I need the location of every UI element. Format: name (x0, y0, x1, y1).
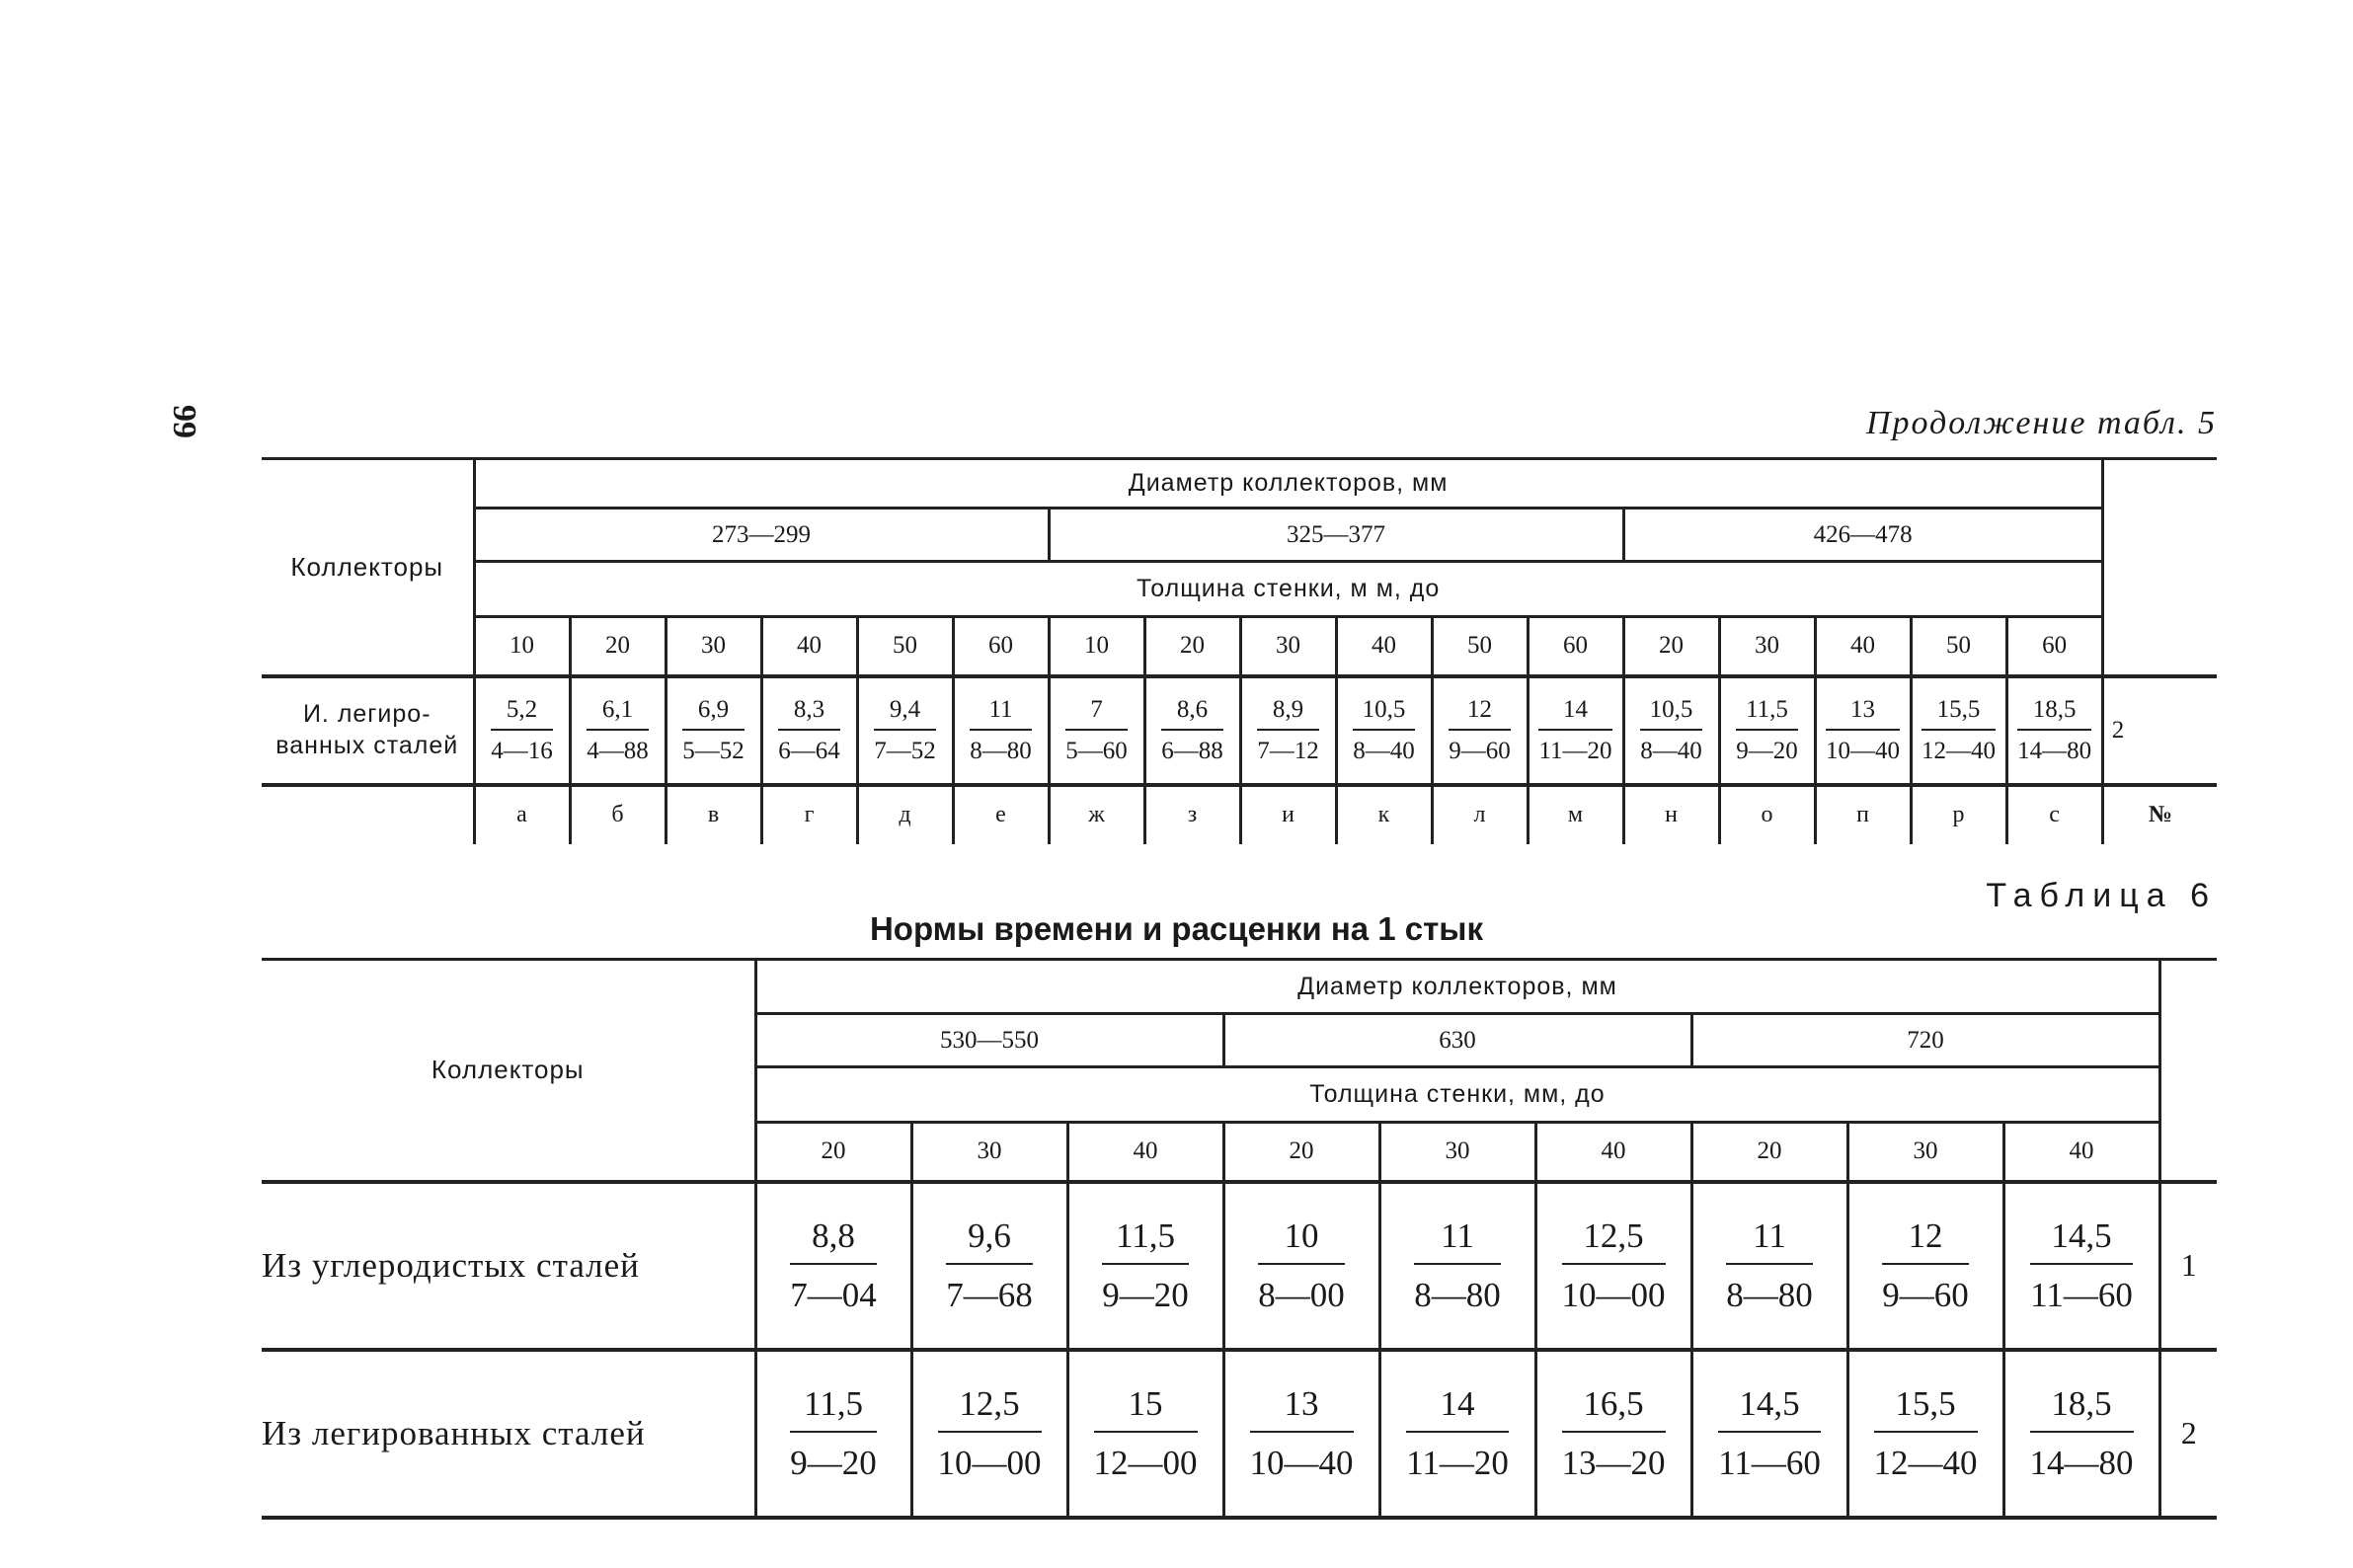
table-5-continuation (262, 457, 2217, 844)
time-norm: 13 (1250, 1383, 1354, 1433)
time-norm: 11 (1726, 1215, 1813, 1265)
norm-cell (1847, 1350, 2003, 1518)
column-letter: д (857, 785, 953, 844)
norm-cell (761, 676, 857, 785)
wall-cell: 40 (1815, 617, 1911, 676)
column-letters-row (262, 785, 2217, 844)
wall-cell: 60 (2006, 617, 2102, 676)
wall-cell: 40 (1067, 1123, 1223, 1182)
column-letter: г (761, 785, 857, 844)
column-letter: о (1719, 785, 1815, 844)
wall-cell: 40 (1336, 617, 1432, 676)
rate: 12—00 (1093, 1443, 1198, 1482)
norm-cell (1223, 1350, 1379, 1518)
rate: 7—68 (946, 1275, 1033, 1314)
time-norm: 15,5 (1922, 695, 1996, 731)
rate: 14—80 (2017, 737, 2092, 764)
column-letter: з (1144, 785, 1240, 844)
wall-cell: 50 (1911, 617, 2006, 676)
time-norm: 14 (1538, 695, 1611, 731)
time-norm: 10 (1258, 1215, 1345, 1265)
wall-cell: 20 (570, 617, 666, 676)
column-letter: л (1432, 785, 1528, 844)
norm-cell (570, 676, 666, 785)
time-norm: 11 (970, 695, 1032, 731)
rate: 4—88 (587, 737, 649, 764)
diameter-group: 426—478 (1623, 509, 2102, 562)
wall-cell: 40 (1535, 1123, 1691, 1182)
empty-cell (262, 785, 474, 844)
rate: 8—80 (970, 737, 1032, 764)
rate: 7—12 (1257, 737, 1319, 764)
wall-cell: 30 (1240, 617, 1336, 676)
time-norm: 11,5 (790, 1383, 877, 1433)
column-letter: в (666, 785, 761, 844)
rate: 11—60 (1718, 1443, 1821, 1482)
norm-cell (953, 676, 1049, 785)
time-norm: 6,9 (682, 695, 745, 731)
norm-cell (666, 676, 761, 785)
time-norm: 12 (1882, 1215, 1969, 1265)
wall-cell: 60 (1528, 617, 1623, 676)
time-norm: 11 (1414, 1215, 1501, 1265)
corner-cell (2159, 960, 2217, 1182)
rate: 10—40 (1249, 1443, 1354, 1482)
time-norm: 18,5 (2030, 1383, 2134, 1433)
wall-cell: 30 (911, 1123, 1067, 1182)
wall-cell: 10 (474, 617, 570, 676)
diameter-groups-row (262, 509, 2217, 562)
rate: 6—64 (778, 737, 840, 764)
norm-cell (1379, 1182, 1535, 1350)
norm-cell (1144, 676, 1240, 785)
continuation-title: Продолжение табл. 5 (1865, 405, 2217, 441)
time-norm: 12,5 (1562, 1215, 1666, 1265)
rate: 9—20 (1102, 1275, 1189, 1314)
wall-cell: 20 (1691, 1123, 1847, 1182)
time-norm: 8,6 (1161, 695, 1223, 731)
column-letter: е (953, 785, 1049, 844)
column-letter: а (474, 785, 570, 844)
number-sign: № (2102, 785, 2217, 844)
rate: 9—60 (1882, 1275, 1969, 1314)
wall-cell: 30 (666, 617, 761, 676)
wall-cell: 20 (1623, 617, 1719, 676)
column-letter: н (1623, 785, 1719, 844)
row-header: Коллекторы (262, 459, 474, 676)
table-row (262, 1350, 2217, 1518)
rate: 12—40 (1873, 1443, 1978, 1482)
time-norm: 14,5 (2030, 1215, 2133, 1265)
row-label: Из легированных сталей (262, 1350, 755, 1518)
rate: 11—60 (2030, 1275, 2133, 1314)
rate: 7—04 (790, 1275, 877, 1314)
row-number: 2 (2102, 676, 2217, 785)
time-norm: 8,3 (778, 695, 840, 731)
time-norm: 12 (1449, 695, 1511, 731)
time-norm: 8,9 (1257, 695, 1319, 731)
wall-header: Толщина стенки, мм, до (755, 1067, 2159, 1123)
norm-cell (1535, 1350, 1691, 1518)
time-norm: 9,6 (946, 1215, 1033, 1265)
rate: 10—00 (1561, 1275, 1666, 1314)
wall-cell: 20 (1144, 617, 1240, 676)
norm-cell (1067, 1182, 1223, 1350)
norm-cell (2003, 1182, 2159, 1350)
norm-cell (1691, 1350, 1847, 1518)
rate: 9—20 (1736, 737, 1798, 764)
norm-cell (2003, 1350, 2159, 1518)
time-norm: 15,5 (1874, 1383, 1978, 1433)
wall-cell: 20 (1223, 1123, 1379, 1182)
row-number: 1 (2159, 1182, 2217, 1350)
table-row (262, 676, 2217, 785)
norm-cell (1535, 1182, 1691, 1350)
wall-cell: 30 (1719, 617, 1815, 676)
time-norm: 10,5 (1640, 695, 1702, 731)
rate: 6—88 (1161, 737, 1223, 764)
diameter-header: Диаметр коллекторов, мм (474, 459, 2102, 509)
norm-cell (2006, 676, 2102, 785)
rate: 7—52 (874, 737, 936, 764)
column-letter: п (1815, 785, 1911, 844)
wall-cell: 30 (1847, 1123, 2003, 1182)
rate: 8—40 (1640, 737, 1702, 764)
table-6 (262, 958, 2217, 1520)
page-number: 99 (166, 405, 202, 438)
corner-cell (2102, 459, 2217, 676)
rate: 8—40 (1353, 737, 1415, 764)
wall-cell: 60 (953, 617, 1049, 676)
norm-cell (1528, 676, 1623, 785)
wall-cell: 30 (1379, 1123, 1535, 1182)
rate: 4—16 (491, 737, 553, 764)
rate: 5—60 (1065, 737, 1128, 764)
norm-cell (1911, 676, 2006, 785)
time-norm: 15 (1094, 1383, 1198, 1433)
column-letter: б (570, 785, 666, 844)
rate: 11—20 (1538, 737, 1612, 764)
column-letter: р (1911, 785, 2006, 844)
time-norm: 6,1 (587, 695, 649, 731)
row-header: Коллекторы (262, 960, 755, 1182)
rate: 8—80 (1414, 1275, 1501, 1314)
time-norm: 14,5 (1718, 1383, 1821, 1433)
time-norm: 11,5 (1102, 1215, 1189, 1265)
table-row (262, 1182, 2217, 1350)
row-label: Из углеродистых сталей (262, 1182, 755, 1350)
norm-cell (911, 1182, 1067, 1350)
time-norm: 16,5 (1562, 1383, 1666, 1433)
norm-cell (755, 1350, 911, 1518)
row-number: 2 (2159, 1350, 2217, 1518)
column-letter: ж (1049, 785, 1144, 844)
time-norm: 14 (1406, 1383, 1509, 1433)
diameter-group: 720 (1691, 1014, 2159, 1067)
rate: 11—20 (1406, 1443, 1509, 1482)
norm-cell (911, 1350, 1067, 1518)
rate: 8—00 (1258, 1275, 1345, 1314)
time-norm: 7 (1065, 695, 1128, 731)
wall-cell: 50 (857, 617, 953, 676)
rate: 5—52 (682, 737, 745, 764)
norm-cell (1049, 676, 1144, 785)
norm-cell (1847, 1182, 2003, 1350)
rate: 9—60 (1449, 737, 1511, 764)
wall-cell: 40 (761, 617, 857, 676)
norm-cell (857, 676, 953, 785)
wall-cell: 10 (1049, 617, 1144, 676)
time-norm: 8,8 (790, 1215, 877, 1265)
table-6-title: Нормы времени и расценки на 1 стык (869, 910, 1484, 947)
diameter-group: 325—377 (1049, 509, 1623, 562)
row-label: И. легиро-ванных сталей (262, 676, 474, 785)
norm-cell (1432, 676, 1528, 785)
diameter-header: Диаметр коллекторов, мм (755, 960, 2159, 1014)
norm-cell (1691, 1182, 1847, 1350)
norm-cell (1240, 676, 1336, 785)
table-6-label: Таблица 6 (1986, 877, 2217, 914)
norm-cell (1815, 676, 1911, 785)
norm-cell (1719, 676, 1815, 785)
wall-thickness-row (262, 617, 2217, 676)
column-letter: и (1240, 785, 1336, 844)
rate: 14—80 (2029, 1443, 2134, 1482)
diameter-group: 273—299 (474, 509, 1049, 562)
norm-cell (1067, 1350, 1223, 1518)
rate: 8—80 (1726, 1275, 1813, 1314)
wall-cell: 50 (1432, 617, 1528, 676)
rate: 12—40 (1922, 737, 1996, 764)
wall-header: Толщина стенки, м м, до (474, 562, 2102, 617)
norm-cell (474, 676, 570, 785)
time-norm: 10,5 (1353, 695, 1415, 731)
norm-cell (1336, 676, 1432, 785)
norm-cell (1223, 1182, 1379, 1350)
time-norm: 13 (1826, 695, 1900, 731)
rate: 9—20 (790, 1443, 877, 1482)
rate: 10—00 (937, 1443, 1042, 1482)
diameter-group: 530—550 (755, 1014, 1223, 1067)
time-norm: 11,5 (1736, 695, 1798, 731)
norm-cell (1623, 676, 1719, 785)
rate: 10—40 (1826, 737, 1900, 764)
column-letter: м (1528, 785, 1623, 844)
wall-cell: 20 (755, 1123, 911, 1182)
time-norm: 5,2 (491, 695, 553, 731)
norm-cell (1379, 1350, 1535, 1518)
diameter-group: 630 (1223, 1014, 1691, 1067)
column-letter: с (2006, 785, 2102, 844)
time-norm: 12,5 (938, 1383, 1042, 1433)
norm-cell (755, 1182, 911, 1350)
rate: 13—20 (1561, 1443, 1666, 1482)
wall-cell: 40 (2003, 1123, 2159, 1182)
time-norm: 18,5 (2017, 695, 2091, 731)
column-letter: к (1336, 785, 1432, 844)
time-norm: 9,4 (874, 695, 936, 731)
